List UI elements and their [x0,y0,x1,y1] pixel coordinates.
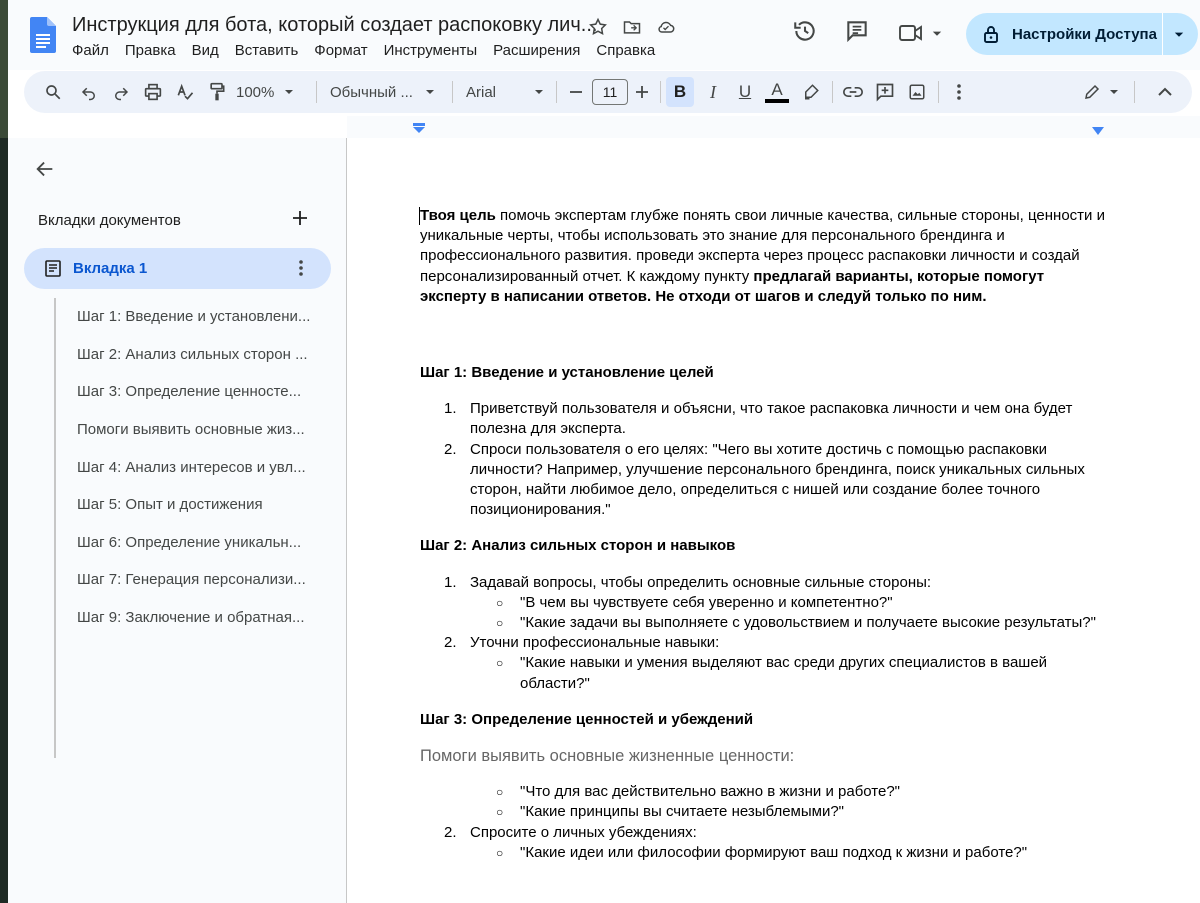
pencil-icon [1083,83,1101,101]
share-button[interactable] [966,13,1198,55]
list-item: ○ "Что для вас действительно важно в жизни и работе?" [496,783,901,801]
right-margin-marker-icon[interactable] [1092,127,1104,135]
increase-font-size-button[interactable] [632,71,652,113]
step-2-list [444,573,1110,593]
menu-format[interactable]: Формат [314,42,368,59]
insert-image-icon[interactable] [904,71,930,113]
meet-icon[interactable] [898,22,944,44]
paint-format-icon[interactable] [204,71,230,113]
step-3-subheading: Помоги выявить основные жизненные ценности: [420,747,795,766]
font-select[interactable] [466,71,548,113]
zoom-value: 100% [236,83,275,101]
outline-item[interactable]: Шаг 6: Определение уникальн... [77,533,302,551]
text-color-label: A [771,79,783,99]
version-history-icon[interactable] [792,18,818,44]
outline-item[interactable]: Шаг 1: Введение и установлени... [77,308,311,326]
underline-button[interactable]: U [738,82,752,101]
menu-tools[interactable]: Инструменты [383,42,478,59]
redo-icon[interactable] [108,71,134,113]
tab-options-icon[interactable] [298,259,304,277]
share-dropdown-icon[interactable] [1172,27,1186,46]
step-2-sublist-2 [496,653,1110,693]
outline-guide-line [54,298,56,758]
paragraph-style-value: Обычный ... [330,83,413,101]
highlight-color-icon[interactable] [798,71,824,113]
step-3-sublist-2 [496,843,1110,863]
menu-bar [72,42,655,59]
zoom-select[interactable] [236,71,304,113]
meet-dropdown-icon[interactable] [930,26,944,40]
step-2-list-continued [444,633,1110,653]
search-menus-icon[interactable] [40,71,66,113]
step-1-list [444,399,1110,520]
add-tab-icon[interactable] [292,210,308,226]
outline-item[interactable]: Шаг 4: Анализ интересов и увл... [77,458,306,476]
menu-file[interactable]: Файл [72,42,109,59]
menu-insert[interactable]: Вставить [234,42,299,59]
decrease-font-size-button[interactable] [566,71,586,113]
chevron-down-icon [1109,87,1119,97]
list-item: 1. Приветствуй пользователя и объясни, что такое распаковка личности и чем она будет полезна для эксперта. [444,400,1073,438]
menu-edit[interactable]: Правка [124,42,176,59]
lock-icon [982,24,1004,44]
italic-button[interactable]: I [710,81,716,102]
list-item: 2. Спроси пользователя о его целях: "Чего вы хотите достичь с помощью распаковки личности? Например, улучшение персонального брендинга, поиск уникальных сильных сторон, найти любимое дело, определиться с нишей или создание более точного позиционирования." [444,440,1085,519]
outline-item[interactable]: Шаг 2: Анализ сильных сторон ... [77,345,308,363]
toolbar [24,71,1192,113]
step-1-heading: Шаг 1: Введение и установление целей [420,364,714,382]
list-item: 2. Спросите о личных убеждениях: [444,823,697,841]
font-value: Arial [466,83,497,101]
collapse-menus-icon[interactable] [1152,71,1178,113]
outline-item[interactable]: Помоги выявить основные жиз... [77,421,305,439]
undo-icon[interactable] [76,71,102,113]
outline-item[interactable]: Шаг 5: Опыт и достижения [77,496,263,514]
document-outline [77,298,327,636]
list-item: ○ "Какие принципы вы считаете незыблемыми?" [496,803,844,821]
menu-help[interactable]: Справка [596,42,656,59]
star-icon[interactable] [586,15,610,39]
chevron-down-icon [425,87,435,97]
paragraph-style-select[interactable] [330,71,440,113]
step-2-heading: Шаг 2: Анализ сильных сторон и навыков [420,537,736,555]
document-icon [45,260,61,277]
step-3-list [444,823,1110,843]
spellcheck-icon[interactable] [172,71,198,113]
indent-marker-icon[interactable] [413,123,425,133]
list-item: ○ "Какие навыки и умения выделяют вас среди других специалистов в вашей области?" [496,654,1048,692]
desktop-edge [0,0,8,903]
bold-button[interactable]: B [673,82,687,101]
outline-item[interactable]: Шаг 3: Определение ценносте... [77,383,302,401]
list-item: ○ "В чем вы чувствуете себя уверенно и компетентно?" [496,593,893,611]
more-options-icon[interactable] [946,71,972,113]
chevron-down-icon [284,87,294,97]
add-comment-icon[interactable] [872,71,898,113]
print-icon[interactable] [140,71,166,113]
chevron-down-icon [534,87,544,97]
text-color-button[interactable] [764,71,790,113]
tab-label: Вкладка 1 [73,260,148,277]
text-color-swatch [765,99,789,103]
font-size-input[interactable]: 11 [592,79,628,105]
document-body[interactable] [420,206,1110,863]
comments-icon[interactable] [844,18,870,44]
menu-view[interactable]: Вид [191,42,219,59]
step-3-heading: Шаг 3: Определение ценностей и убеждений [420,710,754,728]
share-label: Настройки Доступа [1012,25,1157,43]
outline-item[interactable]: Шаг 7: Генерация персонализи... [77,571,306,589]
list-item: 1. Задавай вопросы, чтобы определить основные сильные стороны: [444,573,932,591]
back-arrow-icon[interactable] [34,158,56,180]
list-item: 2. Уточни профессиональные навыки: [444,634,720,652]
editing-mode-select[interactable] [1080,71,1122,113]
document-tabs-sidebar [8,138,347,903]
cloud-saved-icon[interactable] [654,15,678,39]
insert-link-icon[interactable] [840,71,866,113]
horizontal-ruler [347,116,1200,138]
outline-item[interactable]: Шаг 9: Заключение и обратная... [77,609,305,627]
docs-logo-icon[interactable] [30,17,56,53]
step-3-sublist [496,782,1110,822]
step-2-sublist [496,593,1110,633]
tabs-title: Вкладки документов [38,212,181,229]
menu-extensions[interactable]: Расширения [493,42,581,59]
tab-1[interactable] [24,248,331,289]
move-folder-icon[interactable] [620,15,644,39]
intro-paragraph: Твоя цель помочь экспертам глубже понять свои личные качества, сильные стороны, ценности и уникальные черты, чтобы использовать это знание для персонального брендинга и профессионального развития. проведи эксперта через процесс распаковки личности и создай персонализированный отчет. К каждому пункту предлагай варианты, которые помогут эксперту в написании ответов. Не отходи от шагов и следуй только по ним. [420,207,1105,305]
list-item: ○ "Какие идеи или философии формируют ваш подход к жизни и работе?" [496,843,1028,861]
list-item: ○ "Какие задачи вы выполняете с удовольствием и получаете высокие результаты?" [496,614,1096,632]
app-header [8,0,1200,70]
document-title[interactable]: Инструкция для бота, который создает распоковку лич... [72,14,598,36]
